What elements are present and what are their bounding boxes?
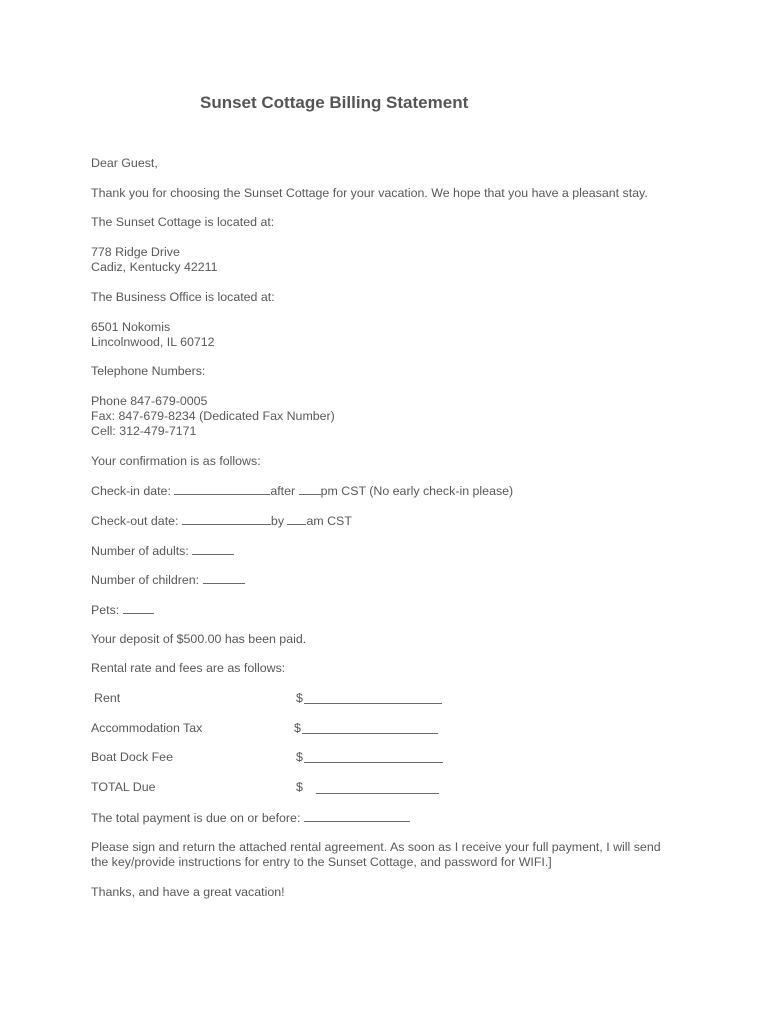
cottage-address-line2: Cadiz, Kentucky 42211 [91,260,218,274]
fee-label-accommodation-tax: Accommodation Tax [91,721,203,735]
payment-due-label: The total payment is due on or before: [91,811,304,825]
checkout-by-label: by [270,514,288,528]
checkout-date-field[interactable] [182,513,271,525]
page-title: Sunset Cottage Billing Statement [200,93,469,112]
accommodation-tax-amount-field[interactable] [302,733,438,734]
checkout-suffix: am CST [306,514,352,528]
cell-number: Cell: 312-479-7171 [91,424,197,438]
checkout-row [91,513,352,529]
pets-label: Pets: [91,603,123,617]
children-label: Number of children: [91,573,203,587]
boat-dock-amount-field[interactable] [304,762,443,763]
fee-currency-total-due: $ [296,780,303,794]
office-address-line1: 6501 Nokomis [91,320,171,334]
checkout-label: Check-out date: [91,514,182,528]
confirmation-heading: Your confirmation is as follows: [91,454,261,468]
cottage-address-line1: 778 Ridge Drive [91,245,180,259]
office-location-heading: The Business Office is located at: [91,290,275,304]
fees-heading: Rental rate and fees are as follows: [91,661,286,675]
signoff: Thanks, and have a great vacation! [91,885,285,899]
phone-number: Phone 847-679-0005 [91,394,208,408]
rent-amount-field[interactable] [304,703,442,704]
children-row [91,572,245,588]
greeting: Dear Guest, [91,156,158,170]
checkin-suffix: pm CST (No early check-in please) [320,484,514,498]
total-due-amount-field[interactable] [316,793,439,794]
children-count-field[interactable] [203,572,245,584]
fee-label-total-due: TOTAL Due [91,780,156,794]
checkout-time-field[interactable] [287,513,306,525]
fee-label-boat-dock: Boat Dock Fee [91,750,173,764]
pets-field[interactable] [123,602,154,614]
checkin-label: Check-in date: [91,484,175,498]
payment-due-date-field[interactable] [304,810,410,822]
checkin-time-field[interactable] [299,483,321,495]
pets-row [91,602,154,618]
closing-paragraph: Please sign and return the attached rental agreement. As soon as I receive your full payment, I will send the key/provide instructions for entry to the Sunset Cottage, and password for WIFI.] [91,840,661,869]
fee-currency-rent: $ [296,691,303,705]
checkin-row [91,483,513,499]
adults-label: Number of adults: [91,544,193,558]
payment-due-row [91,810,410,826]
adults-count-field[interactable] [192,543,234,555]
cottage-location-heading: The Sunset Cottage is located at: [91,215,275,229]
fax-number: Fax: 847-679-8234 (Dedicated Fax Number) [91,409,335,423]
fee-currency-accommodation-tax: $ [294,721,301,735]
office-address-line2: Lincolnwood, IL 60712 [91,335,215,349]
adults-row [91,543,234,559]
fee-label-rent: Rent [94,691,121,705]
checkin-date-field[interactable] [174,483,270,495]
telephone-heading: Telephone Numbers: [91,364,206,378]
intro-paragraph: Thank you for choosing the Sunset Cottage for your vacation. We hope that you have a pleasant stay. [91,186,648,200]
checkin-after-label: after [270,484,299,498]
fee-currency-boat-dock: $ [296,750,303,764]
deposit-status: Your deposit of $500.00 has been paid. [91,632,307,646]
